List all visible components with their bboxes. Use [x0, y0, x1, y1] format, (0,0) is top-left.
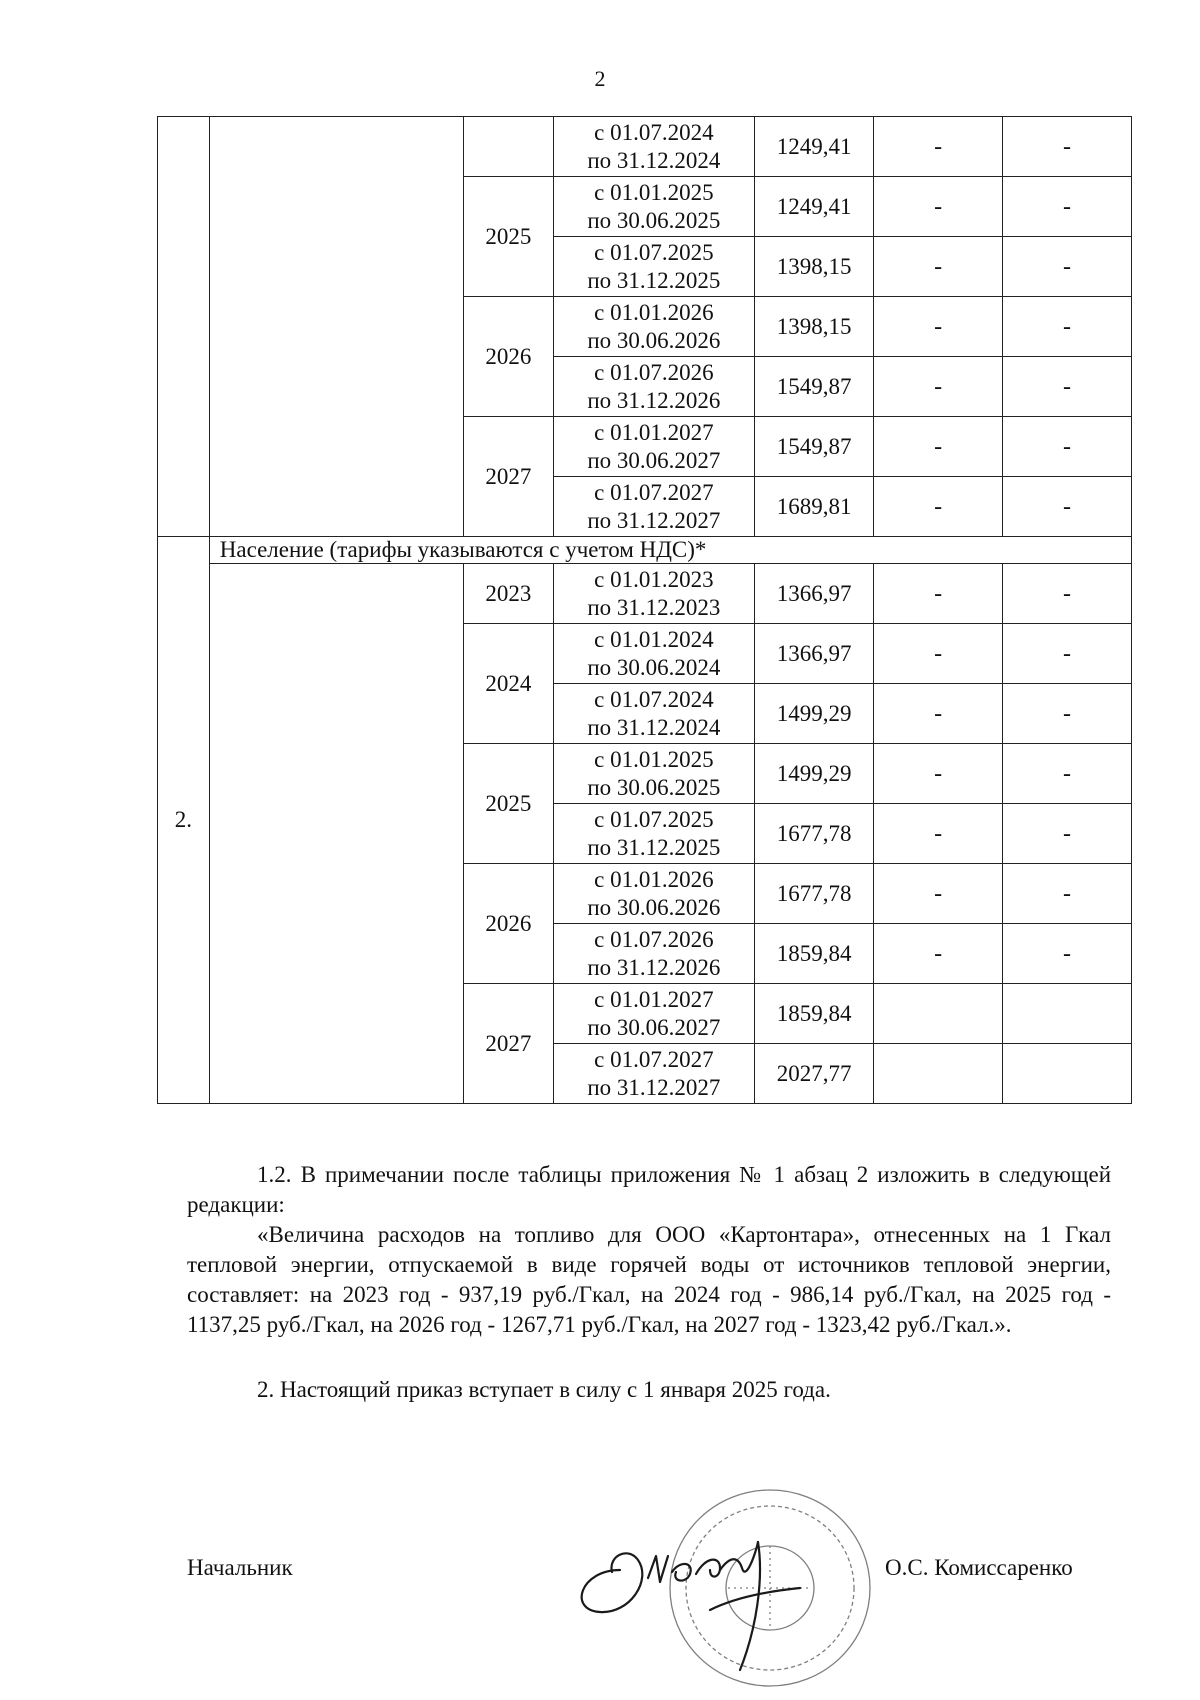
period-cell: с 01.07.2025 по 31.12.2025	[553, 237, 755, 297]
row-number-cell: 2.	[158, 537, 210, 1104]
signatory-name: О.С. Комиссаренко	[885, 1555, 1073, 1580]
tariff-value: 1398,15	[755, 297, 874, 357]
tariff-table	[157, 116, 1132, 1104]
tariff-col-a	[874, 1044, 1003, 1104]
tariff-value: 1677,78	[755, 804, 874, 864]
period-cell: с 01.01.2023 по 31.12.2023	[553, 564, 755, 624]
tariff-col-b: -	[1003, 744, 1132, 804]
period-cell: с 01.01.2025 по 30.06.2025	[553, 744, 755, 804]
tariff-value: 1398,15	[755, 237, 874, 297]
year-cell: 2024	[464, 624, 553, 744]
row-number-cell	[158, 117, 210, 537]
period-cell: с 01.01.2027 по 30.06.2027	[553, 984, 755, 1044]
group-title: Население (тарифы указываются с учетом НДС)*	[209, 537, 1131, 564]
tariff-col-a: -	[874, 864, 1003, 924]
period-cell: с 01.07.2024 по 31.12.2024	[553, 117, 755, 177]
tariff-col-b	[1003, 984, 1132, 1044]
tariff-col-a: -	[874, 357, 1003, 417]
consumer-group-cell	[209, 564, 464, 1104]
period-cell: с 01.07.2025 по 31.12.2025	[553, 804, 755, 864]
tariff-col-a: -	[874, 744, 1003, 804]
tariff-value: 1249,41	[755, 177, 874, 237]
period-cell: с 01.07.2026 по 31.12.2026	[553, 924, 755, 984]
tariff-col-b: -	[1003, 624, 1132, 684]
tariff-value: 1677,78	[755, 864, 874, 924]
tariff-value: 1689,81	[755, 477, 874, 537]
tariff-value: 1499,29	[755, 684, 874, 744]
tariff-col-a: -	[874, 804, 1003, 864]
year-cell	[464, 117, 553, 177]
tariff-col-a: -	[874, 297, 1003, 357]
fuel-cost-paragraph: «Величина расходов на топливо для ООО «Картонтара», отнесенных на 1 Гкал тепловой энергии, отпускаемой в виде горячей воды от источников тепловой энергии, составляет: на 2023 год - 937,19 руб./Гкал, на 2024 год - 986,14 руб./Гкал, на 2025 год - 1137,25 руб./Гкал, на 2026 год - 1267,71 руб./Гкал, на 2027 год - 1323,42 руб./Гкал.».	[187, 1222, 1111, 1337]
tariff-col-a: -	[874, 477, 1003, 537]
period-cell: с 01.01.2026 по 30.06.2026	[553, 297, 755, 357]
tariff-col-a: -	[874, 177, 1003, 237]
period-cell: с 01.07.2027 по 31.12.2027	[553, 1044, 755, 1104]
tariff-value: 1366,97	[755, 624, 874, 684]
tariff-value: 1859,84	[755, 984, 874, 1044]
year-cell: 2025	[464, 744, 553, 864]
tariff-col-a: -	[874, 684, 1003, 744]
signatory-title: Начальник	[187, 1555, 293, 1580]
tariff-col-b: -	[1003, 297, 1132, 357]
tariff-col-a: -	[874, 624, 1003, 684]
period-cell: с 01.01.2027 по 30.06.2027	[553, 417, 755, 477]
year-cell: 2027	[464, 984, 553, 1104]
tariff-col-b: -	[1003, 177, 1132, 237]
period-cell: с 01.01.2025 по 30.06.2025	[553, 177, 755, 237]
tariff-col-a: -	[874, 117, 1003, 177]
tariff-col-b: -	[1003, 477, 1132, 537]
tariff-col-b: -	[1003, 924, 1132, 984]
amendment-paragraph: 1.2. В примечании после таблицы приложения № 1 абзац 2 изложить в следующей редакции:	[187, 1162, 1111, 1217]
tariff-value: 2027,77	[755, 1044, 874, 1104]
table-row	[158, 564, 1132, 624]
year-cell: 2023	[464, 564, 553, 624]
tariff-value: 1859,84	[755, 924, 874, 984]
tariff-value: 1366,97	[755, 564, 874, 624]
tariff-col-a: -	[874, 237, 1003, 297]
tariff-col-a: -	[874, 924, 1003, 984]
tariff-col-b: -	[1003, 684, 1132, 744]
tariff-col-a: -	[874, 417, 1003, 477]
group-header-row	[158, 537, 1132, 564]
tariff-value: 1499,29	[755, 744, 874, 804]
tariff-col-b: -	[1003, 564, 1132, 624]
tariff-col-b	[1003, 1044, 1132, 1104]
tariff-value: 1549,87	[755, 417, 874, 477]
tariff-col-a: -	[874, 564, 1003, 624]
tariff-value: 1249,41	[755, 117, 874, 177]
year-cell: 2026	[464, 297, 553, 417]
period-cell: с 01.01.2026 по 30.06.2026	[553, 864, 755, 924]
tariff-col-b: -	[1003, 237, 1132, 297]
period-cell: с 01.07.2027 по 31.12.2027	[553, 477, 755, 537]
year-cell: 2026	[464, 864, 553, 984]
period-cell: с 01.01.2024 по 30.06.2024	[553, 624, 755, 684]
year-cell: 2025	[464, 177, 553, 297]
year-cell: 2027	[464, 417, 553, 537]
consumer-group-cell	[209, 117, 464, 537]
period-cell: с 01.07.2024 по 31.12.2024	[553, 684, 755, 744]
tariff-value: 1549,87	[755, 357, 874, 417]
official-seal	[670, 1490, 870, 1686]
tariff-col-b: -	[1003, 804, 1132, 864]
tariff-col-b: -	[1003, 417, 1132, 477]
tariff-col-a	[874, 984, 1003, 1044]
tariff-col-b: -	[1003, 357, 1132, 417]
table-row	[158, 117, 1132, 177]
tariff-col-b: -	[1003, 117, 1132, 177]
effective-date-paragraph: 2. Настоящий приказ вступает в силу с 1 января 2025 года.	[257, 1377, 831, 1402]
signature-and-seal	[560, 1460, 900, 1700]
period-cell: с 01.07.2026 по 31.12.2026	[553, 357, 755, 417]
page-number: 2	[594, 66, 606, 91]
tariff-col-b: -	[1003, 864, 1132, 924]
